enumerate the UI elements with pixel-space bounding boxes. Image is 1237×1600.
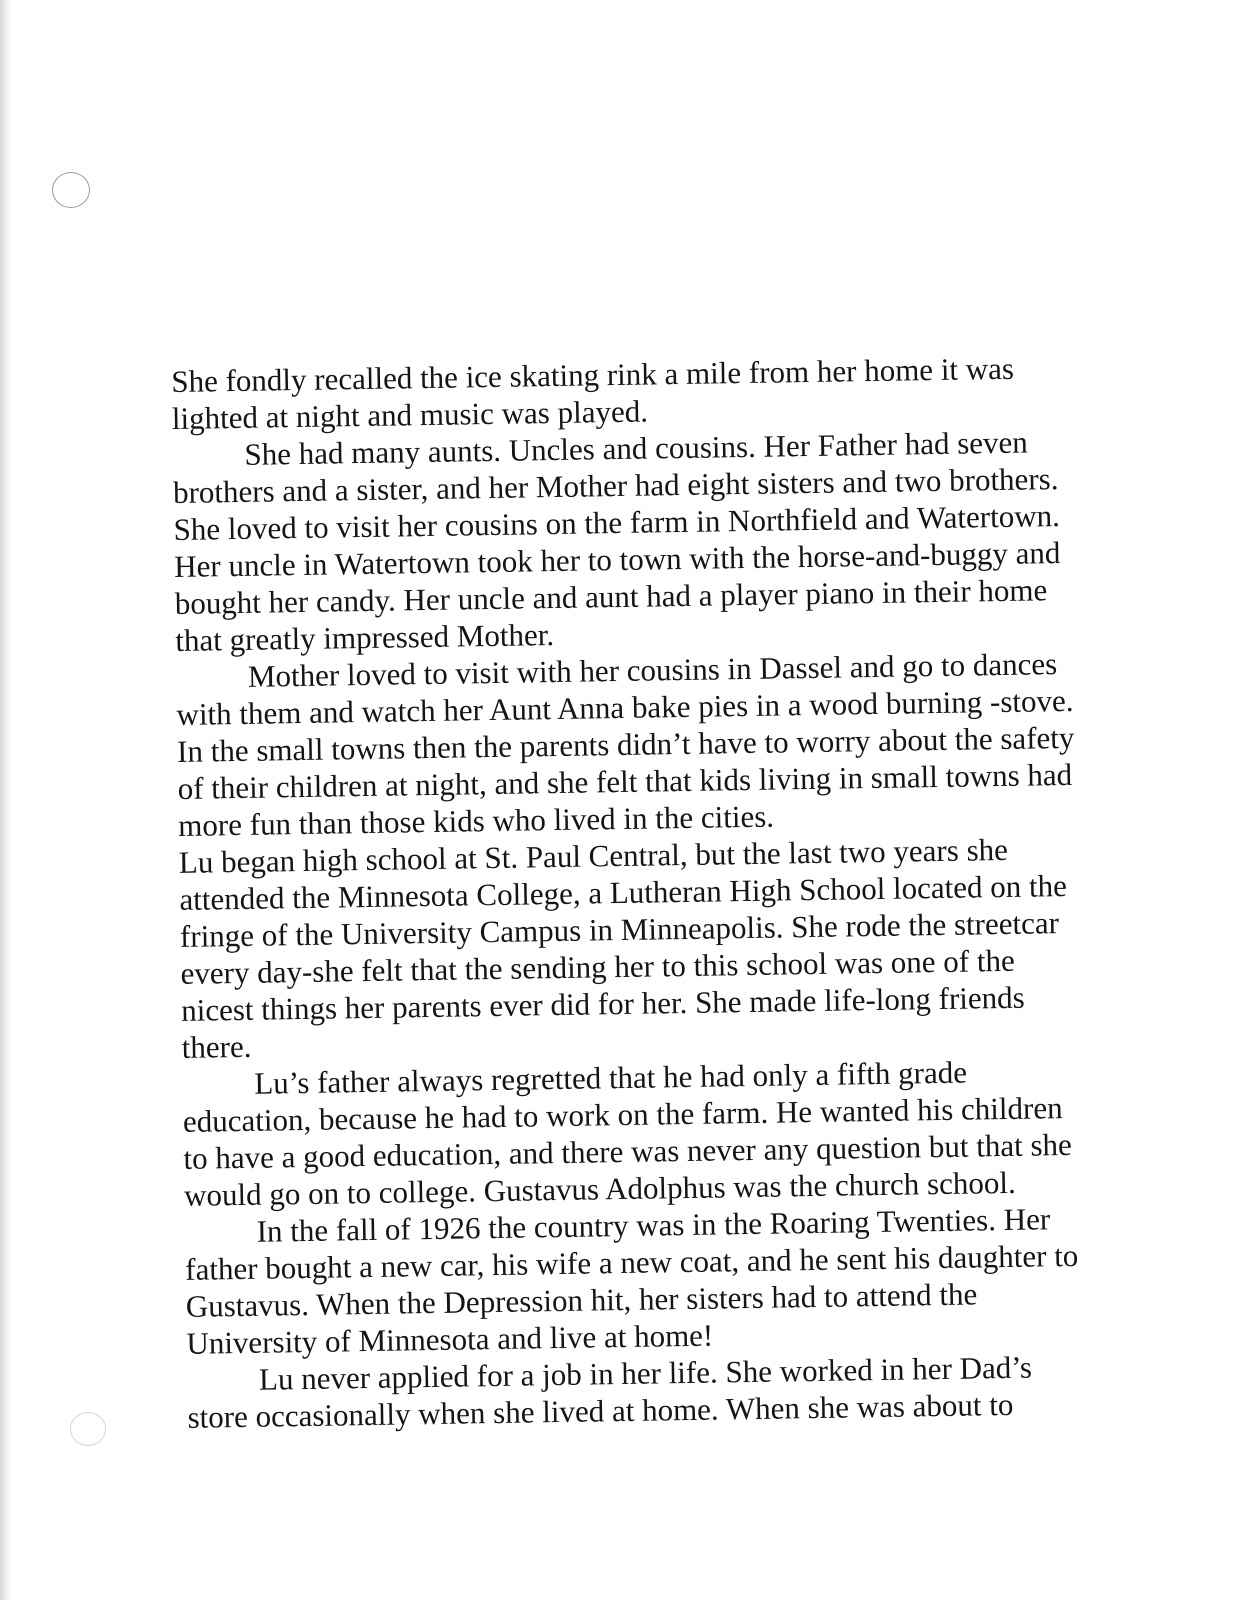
text-line: nicest things her parents ever did for her. She made life-long friends xyxy=(180,979,1025,1028)
text-line: In the fall of 1926 the country was in the Roaring Twenties. Her xyxy=(256,1201,1051,1249)
text-line: Her uncle in Watertown took her to town with the horse-and-buggy and xyxy=(173,535,1061,584)
text-line: Lu never applied for a job in her life. She worked in her Dad’s xyxy=(258,1349,1033,1397)
text-line: Lu began high school at St. Paul Central, but the last two years she xyxy=(178,831,1009,880)
paragraph-high-school xyxy=(179,829,1112,1066)
text-line: that greatly impressed Mother. xyxy=(175,617,555,658)
text-line: of their children at night, and she felt that kids living in small towns had xyxy=(177,756,1073,806)
text-line: attended the Minnesota College, a Lutheran High School located on the xyxy=(179,867,1068,917)
text-line: Gustavus. When the Depression hit, her sisters had to attend the xyxy=(185,1276,978,1324)
text-line: brothers and a sister, and her Mother had eight sisters and two brothers. xyxy=(172,461,1059,510)
text-line: with them and watch her Aunt Anna bake pies in a wood burning -stove. xyxy=(176,682,1074,732)
text-line: lighted at night and music was played. xyxy=(171,393,649,436)
text-line: store occasionally when she lived at home. When she was about to xyxy=(187,1386,1014,1435)
body-text xyxy=(171,348,1118,1435)
text-line: education, because he had to work on the farm. He wanted his children xyxy=(182,1090,1063,1139)
text-line: Lu’s father always regretted that he had only a fifth grade xyxy=(254,1054,968,1101)
text-line: She had many aunts. Uncles and cousins. Her Father had seven xyxy=(244,424,1029,472)
text-line: She fondly recalled the ice skating rink a mile from her home it was xyxy=(171,350,1015,399)
text-line: to have a good education, and there was never any question but that she xyxy=(183,1126,1073,1176)
text-line: every day-she felt that the sending her to this school was one of the xyxy=(180,942,1015,991)
scan-edge-shadow xyxy=(0,0,12,1600)
text-line: Mother loved to visit with her cousins in Dassel and go to dances xyxy=(247,646,1058,694)
text-line: father bought a new car, his wife a new coat, and he sent his daughter to xyxy=(184,1237,1079,1287)
text-line: In the small towns then the parents didn’t have to worry about the safety xyxy=(176,719,1075,769)
text-line: more fun than those kids who lived in the cities. xyxy=(177,798,775,843)
paragraph-roaring-twenties xyxy=(184,1199,1116,1362)
text-line: fringe of the University Campus in Minneapolis. She rode the streetcar xyxy=(179,905,1060,954)
paragraph-fathers-education xyxy=(182,1051,1114,1214)
text-line: bought her candy. Her uncle and aunt had a player piano in their home xyxy=(174,572,1048,621)
text-line: She loved to visit her cousins on the farm in Northfield and Watertown. xyxy=(173,498,1061,547)
text-line: University of Minnesota and live at home! xyxy=(186,1317,714,1361)
punch-hole-bottom xyxy=(70,1412,106,1446)
text-line: would go on to college. Gustavus Adolphus was the church school. xyxy=(183,1164,1016,1213)
paragraph-aunts-uncles xyxy=(172,422,1105,659)
punch-hole-top xyxy=(52,172,90,208)
text-line: there. xyxy=(181,1028,252,1065)
paragraph-dassel-cousins xyxy=(176,644,1109,844)
paragraph-job xyxy=(187,1347,1118,1436)
